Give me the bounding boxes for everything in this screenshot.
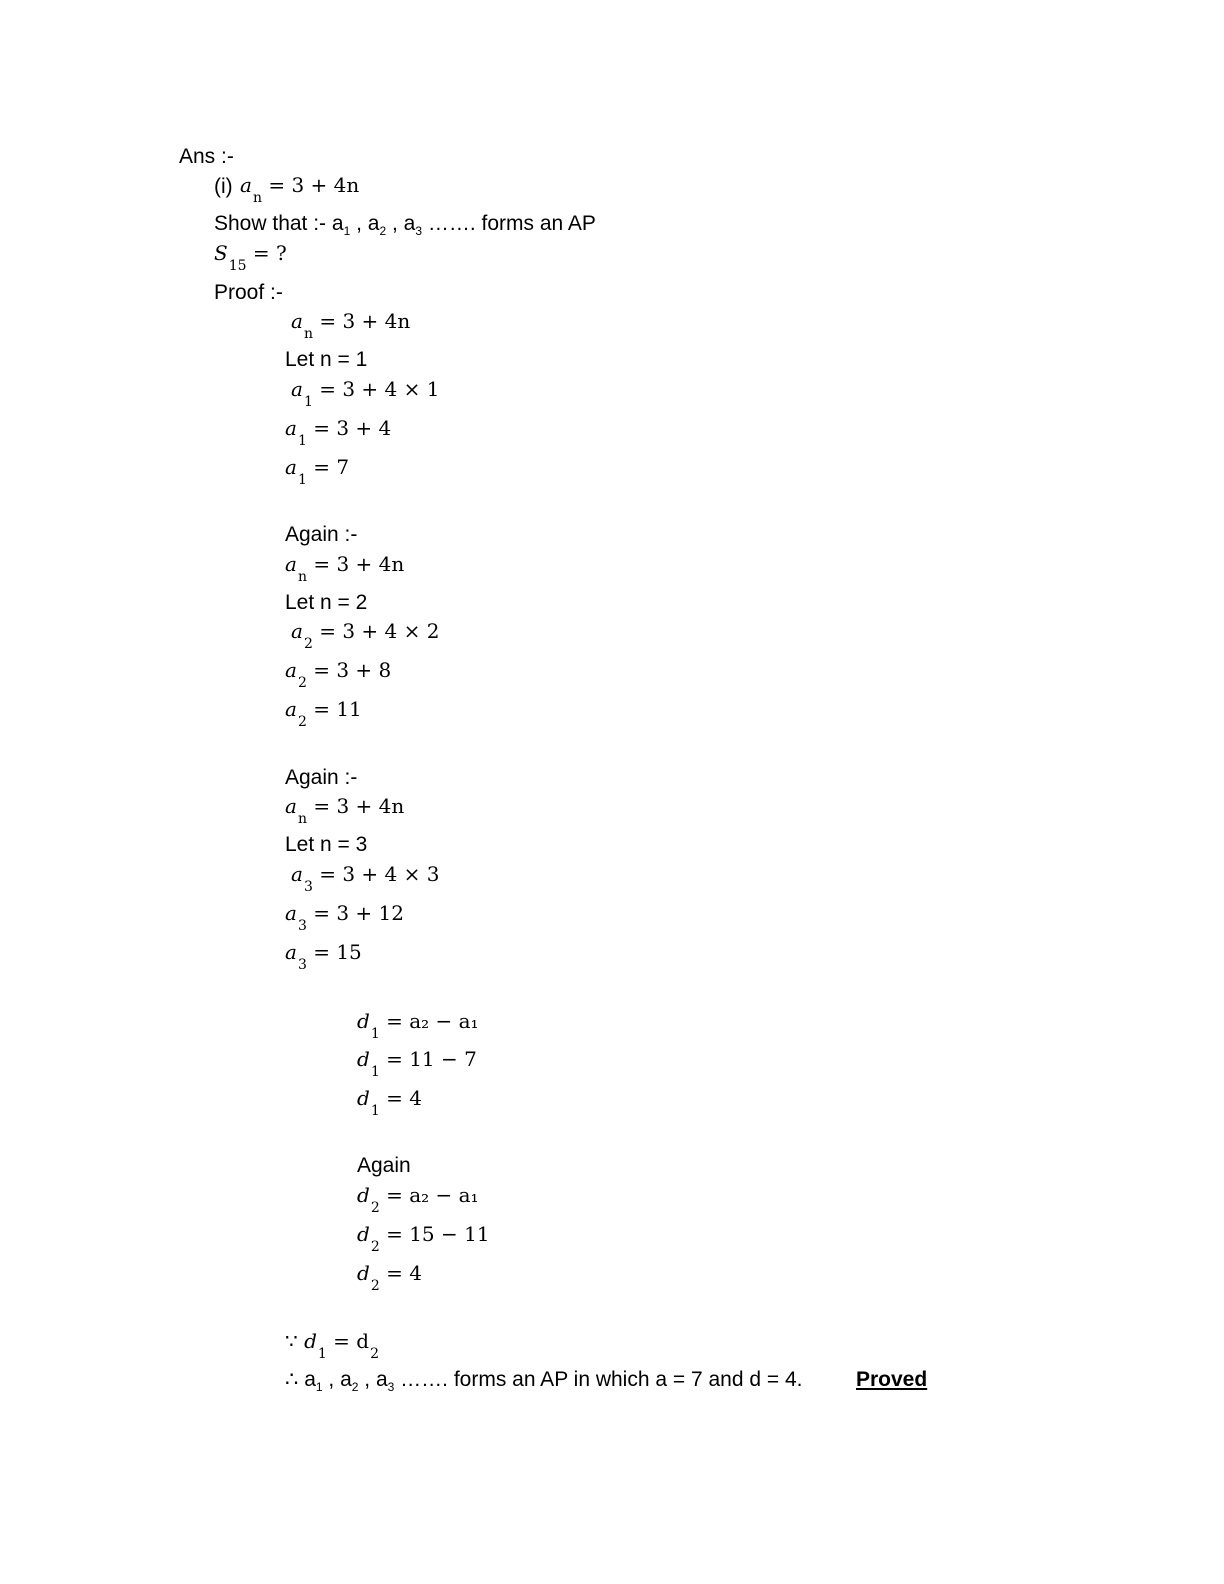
- step-eq: $a_3 = 3 + 12$: [285, 901, 404, 934]
- conclusion-line: ∴ $a_1$ , $a_2$ , $a_3$ ……. forms an AP in which a = 7 and d = 4.: [285, 1368, 803, 1394]
- diff-eq: $d_1 = 4$: [357, 1086, 422, 1119]
- proof-label: Proof :-: [214, 281, 283, 304]
- step-text: Again :-: [285, 766, 358, 789]
- step-eq: $a_2 = 11$: [285, 697, 362, 730]
- diff-eq: $d_2 = 15 - 11$: [357, 1222, 490, 1255]
- step-text: Let n = 1: [285, 348, 368, 371]
- step-eq: $a_3 = 15$: [285, 940, 362, 973]
- step-eq: $a_1 = 3 + 4 \times 1$: [291, 377, 440, 410]
- diff-eq: $d_2 = a_2 - a_1$: [357, 1183, 479, 1216]
- step-eq: $a_1 = 3 + 4$: [285, 416, 392, 449]
- step-eq: $a_1 = 7$: [285, 455, 350, 488]
- diff-text: Again: [357, 1154, 411, 1177]
- part-label: (i): [214, 175, 233, 198]
- step-eq: $a_2 = 3 + 4 \times 2$: [291, 619, 440, 652]
- step-text: Let n = 2: [285, 591, 368, 614]
- answer-heading: Ans :-: [179, 145, 234, 168]
- since-line: ∵ $d_1 = d_2$: [285, 1329, 380, 1362]
- diff-eq: $d_1 = 11 - 7$: [357, 1047, 477, 1080]
- given-equation: $a_n = 3 + 4n$: [240, 173, 360, 206]
- step-text: Again :-: [285, 523, 358, 546]
- step-eq: $a_n = 3 + 4n$: [285, 794, 405, 827]
- step-eq: $a_3 = 3 + 4 \times 3$: [291, 862, 440, 895]
- proved-label: Proved: [856, 1368, 928, 1391]
- show-that-line: Show that :- $a_1$ , $a_2$ , $a_3$ ……. forms an AP: [214, 212, 596, 238]
- diff-eq: $d_2 = 4$: [357, 1261, 422, 1294]
- step-eq: $a_2 = 3 + 8$: [285, 658, 392, 691]
- step-eq: $a_n = 3 + 4n$: [291, 309, 411, 342]
- s15-question: $S_{15}$ = ?: [214, 241, 287, 274]
- step-text: Let n = 3: [285, 833, 368, 856]
- diff-eq: $d_1 = a_2 - a_1$: [357, 1009, 479, 1042]
- step-eq: $a_n = 3 + 4n$: [285, 552, 405, 585]
